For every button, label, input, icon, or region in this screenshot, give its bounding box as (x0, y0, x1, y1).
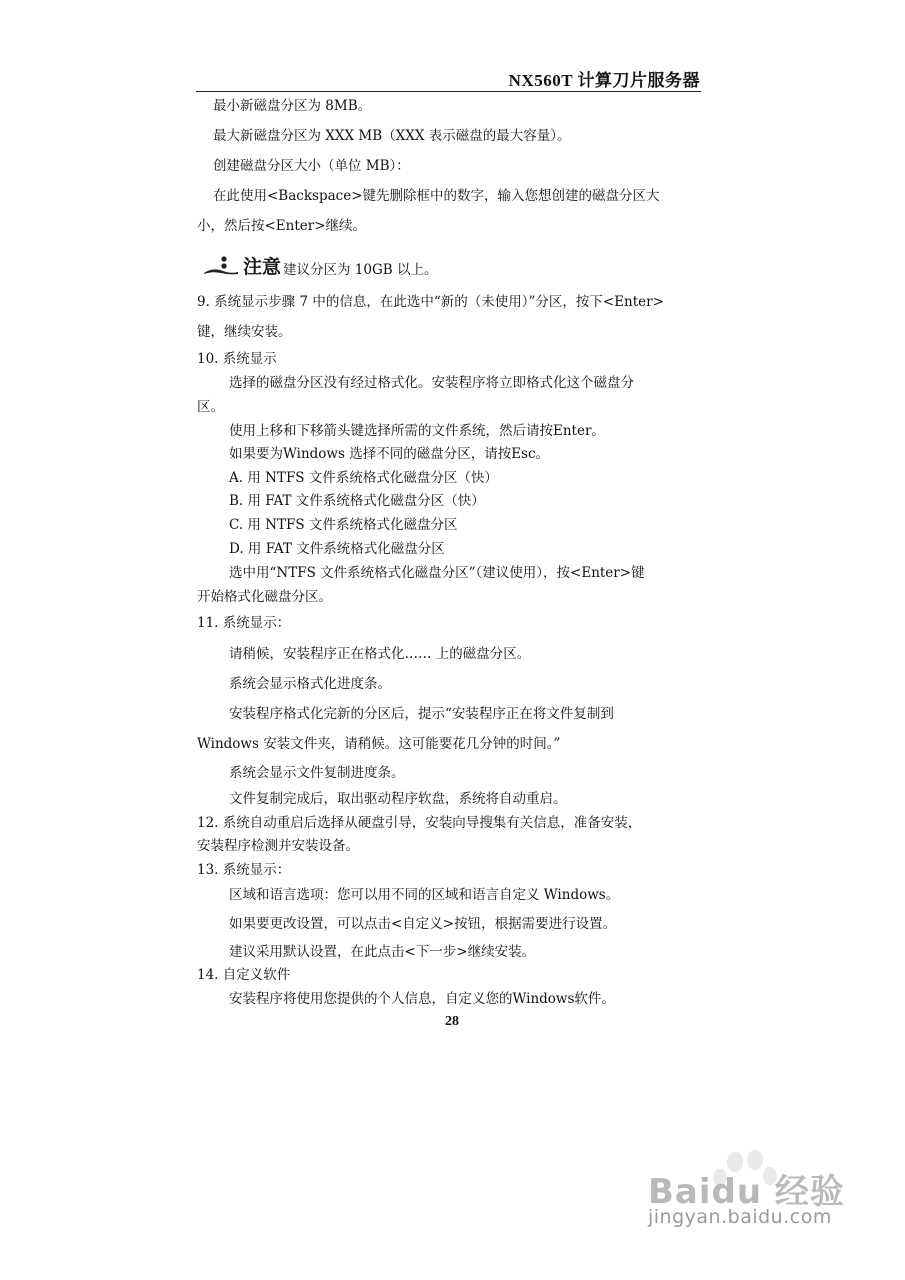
text-line: 建议采用默认设置，在此点击<下一步>继续安装。 (229, 944, 536, 960)
text-line: 区。 (197, 399, 224, 415)
text-line: 如果要更改设置，可以点击<自定义>按钮，根据需要进行设置。 (229, 916, 617, 932)
text-line: 区域和语言选项：您可以用不同的区域和语言自定义 Windows。 (229, 887, 620, 903)
text-line: 系统会显示格式化进度条。 (229, 676, 391, 692)
text-line: 文件复制完成后，取出驱动程序软盘，系统将自动重启。 (229, 791, 567, 807)
text-line: 选择的磁盘分区没有经过格式化。安装程序将立即格式化这个磁盘分 (229, 375, 634, 391)
note-text: 建议分区为 10GB 以上。 (283, 262, 438, 278)
option-line: B. 用 FAT 文件系统格式化磁盘分区（快） (229, 493, 485, 509)
text-line: 创建磁盘分区大小（单位 MB）： (213, 158, 410, 174)
page-number: 28 (445, 1014, 459, 1029)
warning-icon (203, 255, 239, 275)
text-line: Windows 安装文件夹，请稍候。这可能要花几分钟的时间。” (197, 736, 561, 752)
watermark-url: jingyan.baidu.com (648, 1206, 832, 1228)
text-line: 开始格式化磁盘分区。 (197, 589, 332, 605)
option-line: D. 用 FAT 文件系统格式化磁盘分区 (229, 541, 445, 557)
text-line: 11. 系统显示： (197, 615, 291, 631)
header-title: NX560T 计算刀片服务器 (508, 71, 700, 90)
text-line: 使用上移和下移箭头键选择所需的文件系统，然后请按Enter。 (229, 423, 605, 439)
text-line: 9. 系统显示步骤 7 中的信息，在此选中“新的（未使用）”分区，按下<Enter> (197, 294, 664, 310)
option-line: A. 用 NTFS 文件系统格式化磁盘分区（快） (229, 470, 498, 486)
text-line: 选中用“NTFS 文件系统格式化磁盘分区”（建议使用），按<Enter>键 (229, 565, 645, 581)
text-line: 10. 系统显示 (197, 351, 277, 367)
header-rule (196, 91, 701, 92)
text-line: 在此使用<Backspace>键先删除框中的数字，输入您想创建的磁盘分区大 (213, 188, 660, 204)
text-line: 13. 系统显示： (197, 862, 291, 878)
text-line: 最小新磁盘分区为 8MB。 (213, 98, 372, 114)
option-line: C. 用 NTFS 文件系统格式化磁盘分区 (229, 517, 458, 533)
text-line: 安装程序将使用您提供的个人信息，自定义您的Windows软件。 (229, 991, 615, 1007)
text-line: 最大新磁盘分区为 XXX MB（XXX 表示磁盘的最大容量）。 (213, 128, 571, 144)
text-line: 键，继续安装。 (197, 324, 292, 340)
text-line: 如果要为Windows 选择不同的磁盘分区，请按Esc。 (229, 446, 550, 462)
text-line: 14. 自定义软件 (197, 967, 291, 983)
text-line: 请稍候，安装程序正在格式化…… 上的磁盘分区。 (229, 646, 531, 662)
text-line: 小，然后按<Enter>继续。 (197, 218, 367, 234)
text-line: 12. 系统自动重启后选择从硬盘引导，安装向导搜集有关信息，准备安装， (197, 815, 642, 831)
note-label: 注意 (243, 255, 282, 278)
text-line: 安装程序格式化完新的分区后，提示“安装程序正在将文件复制到 (229, 706, 614, 722)
note-box (203, 251, 437, 279)
text-line: 系统会显示文件复制进度条。 (229, 765, 405, 781)
text-line: 安装程序检测并安装设备。 (197, 838, 359, 854)
watermark-brand: Baidu 经验 (648, 1172, 845, 1212)
